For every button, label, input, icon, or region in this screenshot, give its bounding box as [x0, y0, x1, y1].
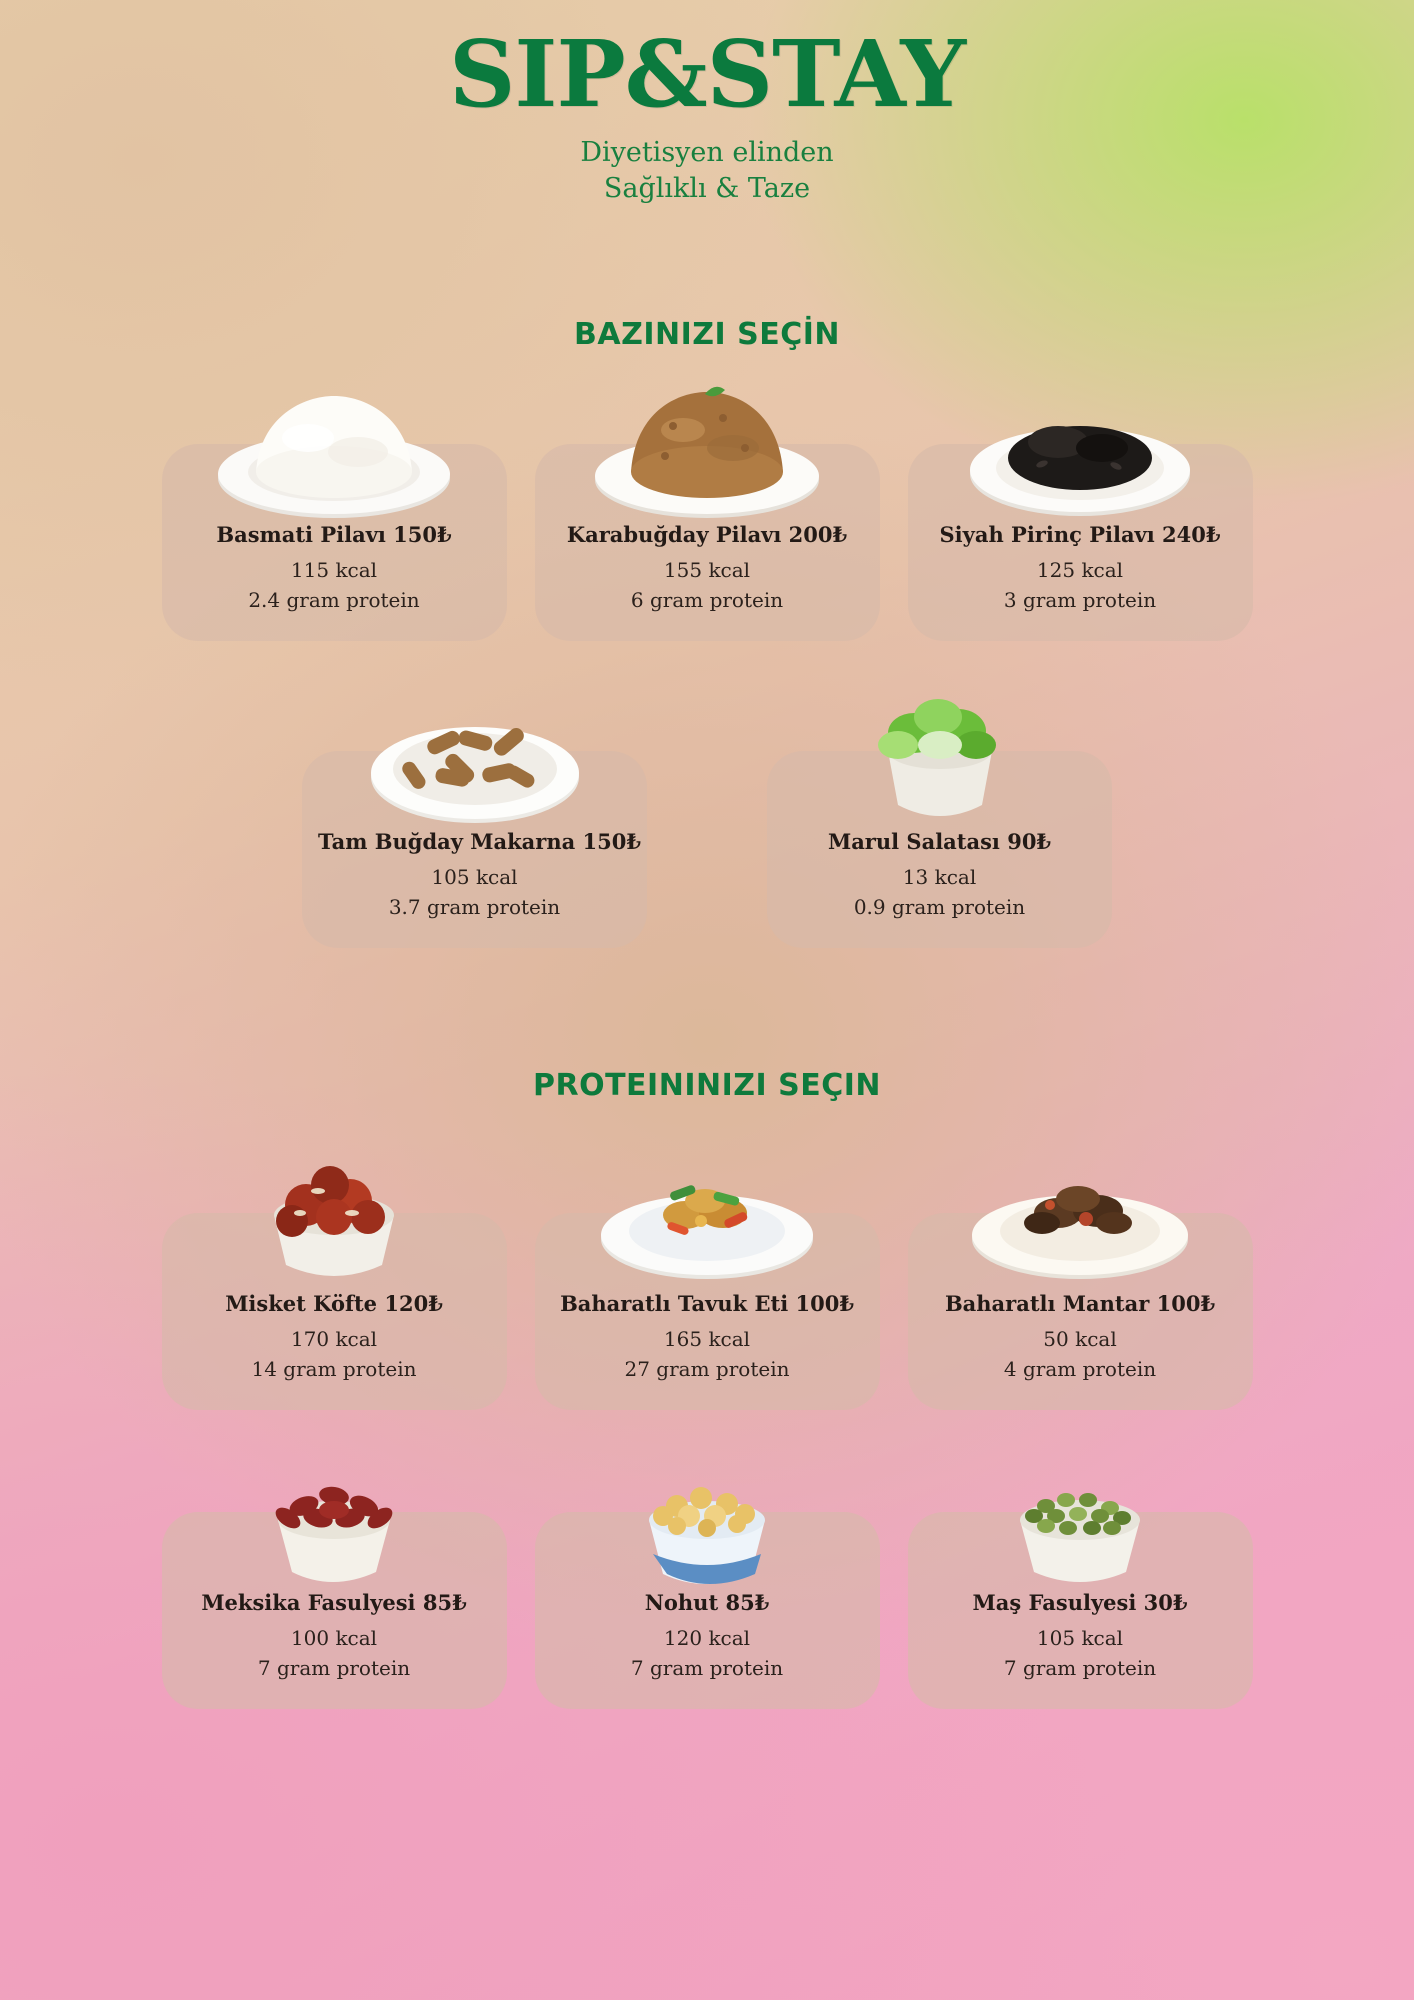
card-panel [162, 1213, 507, 1410]
item-kcal: 115 kcal [290, 558, 378, 583]
item-kcal: 13 kcal [902, 865, 977, 890]
card-panel [908, 444, 1253, 641]
bases-row-1 [0, 352, 1414, 641]
brand-header [0, 0, 1414, 207]
item-protein: 3.7 gram protein [388, 895, 561, 920]
card-panel [535, 1512, 880, 1709]
brand-subtitle [0, 135, 1414, 208]
brand-subtitle-line1: Diyetisyen elinden [580, 136, 834, 168]
card-panel [908, 1512, 1253, 1709]
menu-card-siyah-pirinc[interactable] [908, 352, 1253, 641]
section-proteins-title: PROTEININIZI SEÇIN [533, 1068, 881, 1104]
menu-card-marul-salatasi[interactable] [767, 659, 1112, 948]
item-name: Meksika Fasulyesi 85₺ [201, 1590, 467, 1616]
menu-card-nohut[interactable] [535, 1420, 880, 1709]
item-name: Maş Fasulyesi 30₺ [972, 1590, 1188, 1616]
item-name: Baharatlı Mantar 100₺ [944, 1291, 1216, 1317]
bases-row-2 [0, 659, 1414, 948]
item-kcal: 105 kcal [1036, 1626, 1124, 1651]
item-name: Marul Salatası 90₺ [827, 829, 1052, 855]
item-name: Siyah Pirinç Pilavı 240₺ [939, 522, 1221, 548]
item-kcal: 100 kcal [290, 1626, 378, 1651]
section-bases-title: BAZINIZI SEÇİN [573, 317, 840, 353]
section-bases [0, 317, 1414, 948]
item-name: Tam Buğday Makarna 150₺ [318, 829, 641, 855]
card-panel [302, 751, 647, 948]
item-name: Karabuğday Pilavı 200₺ [566, 522, 848, 548]
menu-card-meksika-fasulyesi[interactable] [162, 1420, 507, 1709]
menu-card-baharatli-mantar[interactable] [908, 1121, 1253, 1410]
item-name: Misket Köfte 120₺ [225, 1291, 443, 1317]
page-title: SIP&STAY [448, 20, 966, 128]
item-protein: 3 gram protein [1003, 588, 1157, 613]
item-protein: 2.4 gram protein [248, 588, 420, 613]
item-protein: 7 gram protein [630, 1656, 784, 1681]
item-protein: 27 gram protein [624, 1357, 790, 1382]
item-protein: 0.9 gram protein [853, 895, 1026, 920]
item-name: Nohut 85₺ [644, 1590, 770, 1616]
item-kcal: 105 kcal [431, 865, 518, 890]
menu-card-basmati[interactable] [162, 352, 507, 641]
menu-card-karabugday[interactable] [535, 352, 880, 641]
brand-subtitle-line2: Sağlıklı & Taze [603, 173, 811, 205]
menu-card-baharatli-tavuk[interactable] [535, 1121, 880, 1410]
item-kcal: 165 kcal [663, 1327, 751, 1352]
item-kcal: 155 kcal [663, 558, 751, 583]
item-kcal: 50 kcal [1043, 1327, 1117, 1352]
item-kcal: 125 kcal [1036, 558, 1124, 583]
item-protein: 6 gram protein [630, 588, 784, 613]
section-proteins [0, 1068, 1414, 1709]
card-panel [162, 1512, 507, 1709]
item-protein: 4 gram protein [1003, 1357, 1157, 1382]
card-panel [767, 751, 1112, 948]
item-protein: 14 gram protein [251, 1357, 417, 1382]
item-name: Baharatlı Tavuk Eti 100₺ [560, 1291, 854, 1317]
proteins-row-1 [0, 1121, 1414, 1410]
item-kcal: 170 kcal [290, 1327, 378, 1352]
item-protein: 7 gram protein [1003, 1656, 1157, 1681]
item-kcal: 120 kcal [663, 1626, 751, 1651]
menu-card-mas-fasulyesi[interactable] [908, 1420, 1253, 1709]
item-name: Basmati Pilavı 150₺ [216, 522, 452, 548]
card-panel [535, 1213, 880, 1410]
card-panel [162, 444, 507, 641]
card-panel [908, 1213, 1253, 1410]
item-protein: 7 gram protein [257, 1656, 411, 1681]
card-panel [535, 444, 880, 641]
proteins-row-2 [0, 1420, 1414, 1709]
menu-card-tam-bugday-makarna[interactable] [302, 659, 647, 948]
menu-card-misket-kofte[interactable] [162, 1121, 507, 1410]
